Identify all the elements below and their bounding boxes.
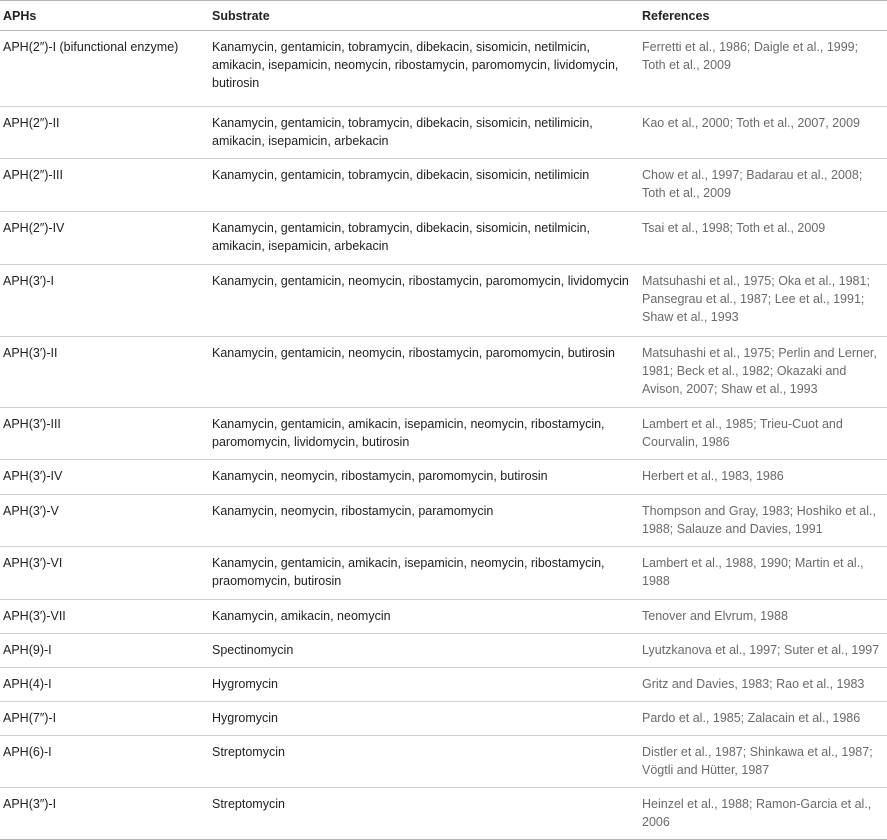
substrate-cell: Kanamycin, gentamicin, tobramycin, dibekacin, sisomicin, netilimicin xyxy=(208,159,638,212)
substrate-cell: Kanamycin, gentamicin, amikacin, isepamicin, neomycin, ribostamycin, paromomycin, lividomycin, butirosin xyxy=(208,408,638,460)
table-row xyxy=(0,668,887,702)
substrate-cell: Kanamycin, amikacin, neomycin xyxy=(208,600,638,634)
aph-cell: APH(3′)-III xyxy=(0,408,208,460)
aph-cell: APH(2″)-III xyxy=(0,159,208,212)
substrate-cell: Kanamycin, gentamicin, tobramycin, dibekacin, sisomicin, netilimicin, amikacin, isepamicin, arbekacin xyxy=(208,107,638,159)
table-row xyxy=(0,634,887,668)
references-cell: Lambert et al., 1988, 1990; Martin et al., 1988 xyxy=(638,547,887,600)
references-cell: Lyutzkanova et al., 1997; Suter et al., 1997 xyxy=(638,634,887,668)
substrate-cell: Kanamycin, gentamicin, amikacin, isepamicin, neomycin, ribostamycin, praomomycin, butirosin xyxy=(208,547,638,600)
table-row xyxy=(0,736,887,788)
references-cell: Matsuhashi et al., 1975; Oka et al., 1981; Pansegrau et al., 1987; Lee et al., 1991; Shaw et al., 1993 xyxy=(638,265,887,337)
table-row xyxy=(0,408,887,460)
substrate-cell: Streptomycin xyxy=(208,736,638,788)
aph-cell: APH(9)-I xyxy=(0,634,208,668)
references-cell: Thompson and Gray, 1983; Hoshiko et al., 1988; Salauze and Davies, 1991 xyxy=(638,495,887,547)
aph-cell: APH(7″)-I xyxy=(0,702,208,736)
table-row xyxy=(0,265,887,337)
aph-cell: APH(2″)-I (bifunctional enzyme) xyxy=(0,31,208,107)
table-row xyxy=(0,600,887,634)
aph-cell: APH(2″)-IV xyxy=(0,212,208,265)
aph-cell: APH(3′)-VI xyxy=(0,547,208,600)
table-row xyxy=(0,702,887,736)
references-cell: Distler et al., 1987; Shinkawa et al., 1987; Vögtli and Hütter, 1987 xyxy=(638,736,887,788)
aph-cell: APH(2″)-II xyxy=(0,107,208,159)
aph-cell: APH(6)-I xyxy=(0,736,208,788)
table-row xyxy=(0,547,887,600)
aph-cell: APH(3′)-II xyxy=(0,337,208,408)
table-row xyxy=(0,788,887,840)
references-cell: Pardo et al., 1985; Zalacain et al., 1986 xyxy=(638,702,887,736)
references-cell: Heinzel et al., 1988; Ramon-Garcia et al., 2006 xyxy=(638,788,887,840)
references-cell: Matsuhashi et al., 1975; Perlin and Lerner, 1981; Beck et al., 1982; Okazaki and Avison, 2007; Shaw et al., 1993 xyxy=(638,337,887,408)
table-row xyxy=(0,212,887,265)
table-row xyxy=(0,460,887,495)
substrate-cell: Kanamycin, gentamicin, tobramycin, dibekacin, sisomicin, netilmicin, amikacin, isepamicin, arbekacin xyxy=(208,212,638,265)
aph-cell: APH(3″)-I xyxy=(0,788,208,840)
substrate-cell: Spectinomycin xyxy=(208,634,638,668)
references-cell: Lambert et al., 1985; Trieu-Cuot and Courvalin, 1986 xyxy=(638,408,887,460)
header-row xyxy=(0,1,887,31)
substrate-cell: Kanamycin, gentamicin, tobramycin, dibekacin, sisomicin, netilmicin, amikacin, isepamicin, neomycin, ribostamycin, paromomycin, lividomycin, butirosin xyxy=(208,31,638,107)
header-references: References xyxy=(638,1,887,31)
references-cell: Herbert et al., 1983, 1986 xyxy=(638,460,887,495)
table-header xyxy=(0,1,887,31)
table-row xyxy=(0,495,887,547)
references-cell: Ferretti et al., 1986; Daigle et al., 1999; Toth et al., 2009 xyxy=(638,31,887,107)
substrate-cell: Kanamycin, gentamicin, neomycin, ribostamycin, paromomycin, butirosin xyxy=(208,337,638,408)
aph-cell: APH(3′)-I xyxy=(0,265,208,337)
references-cell: Chow et al., 1997; Badarau et al., 2008; Toth et al., 2009 xyxy=(638,159,887,212)
table-row xyxy=(0,107,887,159)
references-cell: Kao et al., 2000; Toth et al., 2007, 2009 xyxy=(638,107,887,159)
table-body xyxy=(0,31,887,840)
substrate-cell: Hygromycin xyxy=(208,668,638,702)
table-row xyxy=(0,159,887,212)
references-cell: Gritz and Davies, 1983; Rao et al., 1983 xyxy=(638,668,887,702)
header-substrate: Substrate xyxy=(208,1,638,31)
references-cell: Tenover and Elvrum, 1988 xyxy=(638,600,887,634)
table-row xyxy=(0,31,887,107)
substrate-cell: Kanamycin, neomycin, ribostamycin, paromomycin, butirosin xyxy=(208,460,638,495)
substrate-cell: Kanamycin, neomycin, ribostamycin, paramomycin xyxy=(208,495,638,547)
aph-cell: APH(3′)-V xyxy=(0,495,208,547)
substrate-cell: Hygromycin xyxy=(208,702,638,736)
substrate-cell: Kanamycin, gentamicin, neomycin, ribostamycin, paromomycin, lividomycin xyxy=(208,265,638,337)
aph-cell: APH(3′)-VII xyxy=(0,600,208,634)
references-cell: Tsai et al., 1998; Toth et al., 2009 xyxy=(638,212,887,265)
table-row xyxy=(0,337,887,408)
aph-cell: APH(4)-I xyxy=(0,668,208,702)
aph-cell: APH(3′)-IV xyxy=(0,460,208,495)
header-aphs: APHs xyxy=(0,1,208,31)
substrate-cell: Streptomycin xyxy=(208,788,638,840)
